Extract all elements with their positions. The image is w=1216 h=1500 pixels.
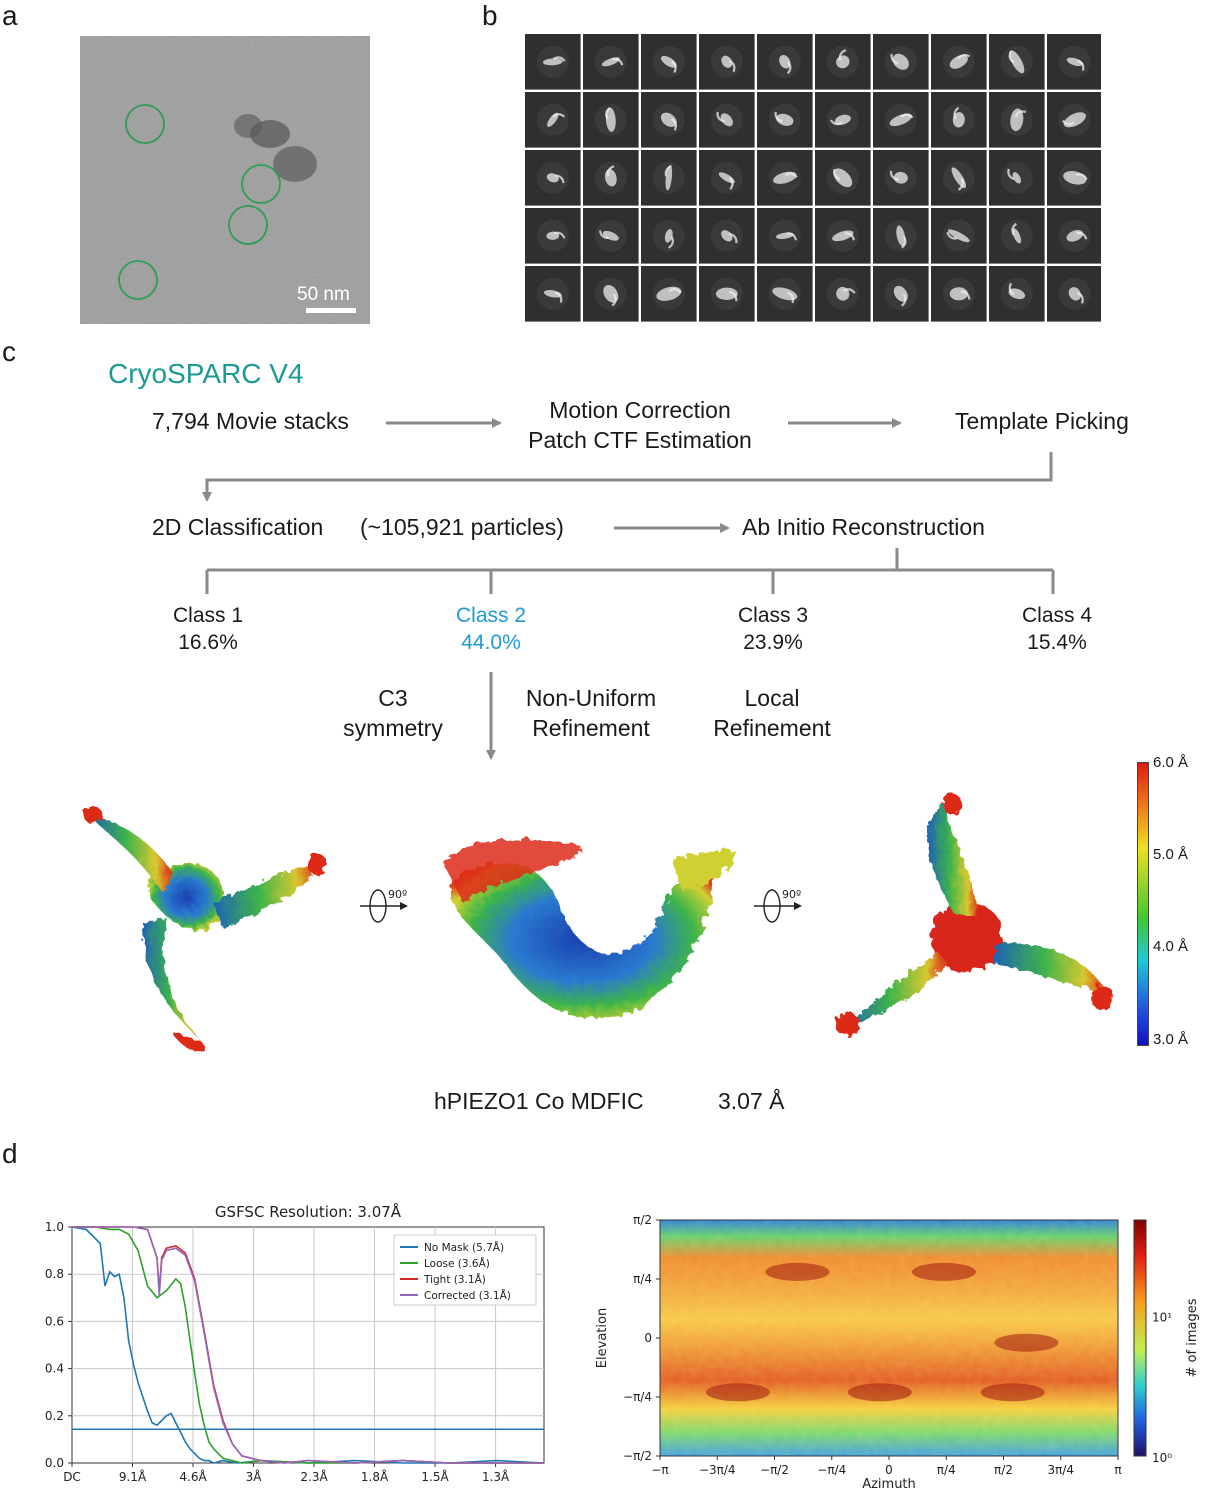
fsc-xtick-label: 2.3Å [300, 1470, 328, 1484]
fsc-ytick-label: 0.4 [44, 1361, 64, 1376]
class-1-name: Class 1 [172, 604, 244, 627]
panel-label-a: a [2, 0, 18, 31]
fsc-ytick-label: 0.6 [44, 1314, 64, 1329]
heatmap-ytick-label: π/4 [633, 1272, 652, 1286]
heatmap-ytick-label: 0 [644, 1331, 652, 1345]
fsc-xtick-label: 9.1Å [118, 1470, 147, 1484]
heatmap-ytick-label: −π/4 [623, 1390, 652, 1404]
fsc-legend-label: Tight (3.1Å) [424, 1274, 486, 1286]
symmetry-line2: symmetry [343, 715, 443, 741]
fsc-xtick-label: 1.8Å [360, 1470, 389, 1484]
class-4-percent: 15.4% [1027, 631, 1087, 654]
density-map-top-view [81, 803, 325, 1049]
heatmap-colorbar-tick: 10¹ [1152, 1310, 1173, 1325]
step-template-picking: Template Picking [955, 408, 1129, 434]
viewing-direction-chart [582, 1210, 1216, 1500]
colorbar-tick-5: 5.0 Å [1153, 846, 1189, 863]
heatmap-colorbar-tick: 10⁰ [1152, 1451, 1173, 1465]
fsc-xtick-label: 1.3Å [481, 1470, 510, 1484]
heatmap-colorbar [1134, 1220, 1146, 1456]
fsc-xtick-label: 3Å [245, 1470, 262, 1484]
step-particle-count: (~105,921 particles) [360, 514, 564, 540]
heatmap-xtick-label: −π/2 [760, 1463, 789, 1477]
arrow-3 [207, 452, 1051, 500]
fsc-xtick-label: 4.6Å [179, 1470, 207, 1484]
density-map-bottom-view [833, 792, 1112, 1034]
scale-bar-label: 50 nm [297, 284, 350, 305]
heatmap-hotspot [848, 1383, 912, 1401]
colorbar-tick-3: 3.0 Å [1153, 1031, 1189, 1048]
fsc-ytick-label: 1.0 [44, 1220, 64, 1234]
fsc-ytick-label: 0.2 [44, 1408, 64, 1423]
fsc-legend-label: Loose (3.6Å) [424, 1258, 490, 1270]
class-1-percent: 16.6% [178, 631, 238, 654]
heatmap-xtick-label: −π/4 [817, 1463, 847, 1477]
software-title: CryoSPARC V4 [108, 358, 304, 389]
step-movie-stacks: 7,794 Movie stacks [152, 408, 349, 434]
fsc-title: GSFSC Resolution: 3.07Å [214, 1203, 402, 1221]
fsc-chart [20, 1195, 560, 1495]
nu-line1: Non-Uniform [525, 685, 657, 711]
resolution-colorbar [1137, 762, 1149, 1046]
fsc-xtick-label: 1.5Å [421, 1470, 449, 1484]
heatmap-hotspot [994, 1334, 1058, 1352]
heatmap-xtick-label: 3π/4 [1047, 1463, 1075, 1477]
rotation-label-2: 90º [782, 888, 802, 901]
heatmap-hotspot [706, 1383, 770, 1401]
class-3-name: Class 3 [737, 604, 809, 627]
colorbar-tick-6: 6.0 Å [1153, 754, 1189, 771]
heatmap-hotspot [912, 1263, 976, 1281]
heatmap-xtick-label: π/2 [994, 1463, 1013, 1477]
heatmap-colorbar-label: # of images [1185, 1298, 1200, 1378]
class-2-percent: 44.0% [461, 631, 521, 654]
panel-label-c: c [2, 336, 16, 367]
fsc-legend-label: Corrected (3.1Å) [424, 1290, 511, 1302]
heatmap-xlabel: Azimuth [862, 1477, 916, 1492]
heatmap-xtick-label: −3π/4 [698, 1463, 736, 1477]
heatmap-hotspot [765, 1263, 829, 1281]
nu-line2: Refinement [532, 715, 650, 741]
colorbar-tick-4: 4.0 Å [1153, 938, 1189, 955]
step-2d-classification: 2D Classification [152, 514, 324, 540]
heatmap-ytick-label: −π/2 [623, 1449, 652, 1463]
class-4-name: Class 4 [1021, 604, 1093, 627]
local-line1: Local [744, 685, 800, 711]
fsc-legend-label: No Mask (5.7Å) [424, 1242, 505, 1254]
panel-label-b: b [482, 0, 498, 31]
map-resolution: 3.07 Å [718, 1088, 785, 1114]
heatmap-ytick-label: π/2 [633, 1213, 652, 1227]
heatmap-xtick-label: π/4 [936, 1463, 956, 1477]
heatmap-xtick-label: −π [651, 1463, 669, 1477]
class-3-percent: 23.9% [743, 631, 803, 654]
map-name: hPIEZO1 Co MDFIC [434, 1088, 644, 1114]
fsc-ytick-label: 0.0 [44, 1456, 64, 1470]
density-map-side-view [440, 837, 735, 1016]
local-line2: Refinement [713, 715, 831, 741]
density-maps [70, 790, 1140, 1070]
heatmap-xtick-label: 0 [885, 1463, 893, 1477]
rotation-label-1: 90º [388, 888, 408, 901]
step-motion-correction-line1: Motion Correction [549, 397, 731, 423]
fsc-xtick-label: DC [63, 1470, 81, 1484]
heatmap-hotspot [981, 1383, 1045, 1401]
symmetry-line1: C3 [378, 685, 408, 711]
fsc-ytick-label: 0.8 [44, 1267, 64, 1282]
step-motion-correction-line2: Patch CTF Estimation [528, 427, 752, 453]
class-2-name: Class 2 [455, 604, 527, 627]
step-ab-initio: Ab Initio Reconstruction [742, 514, 985, 540]
panel-label-d: d [2, 1138, 18, 1169]
heatmap-xtick-label: π [1114, 1463, 1122, 1477]
heatmap-ylabel: Elevation [595, 1307, 610, 1369]
